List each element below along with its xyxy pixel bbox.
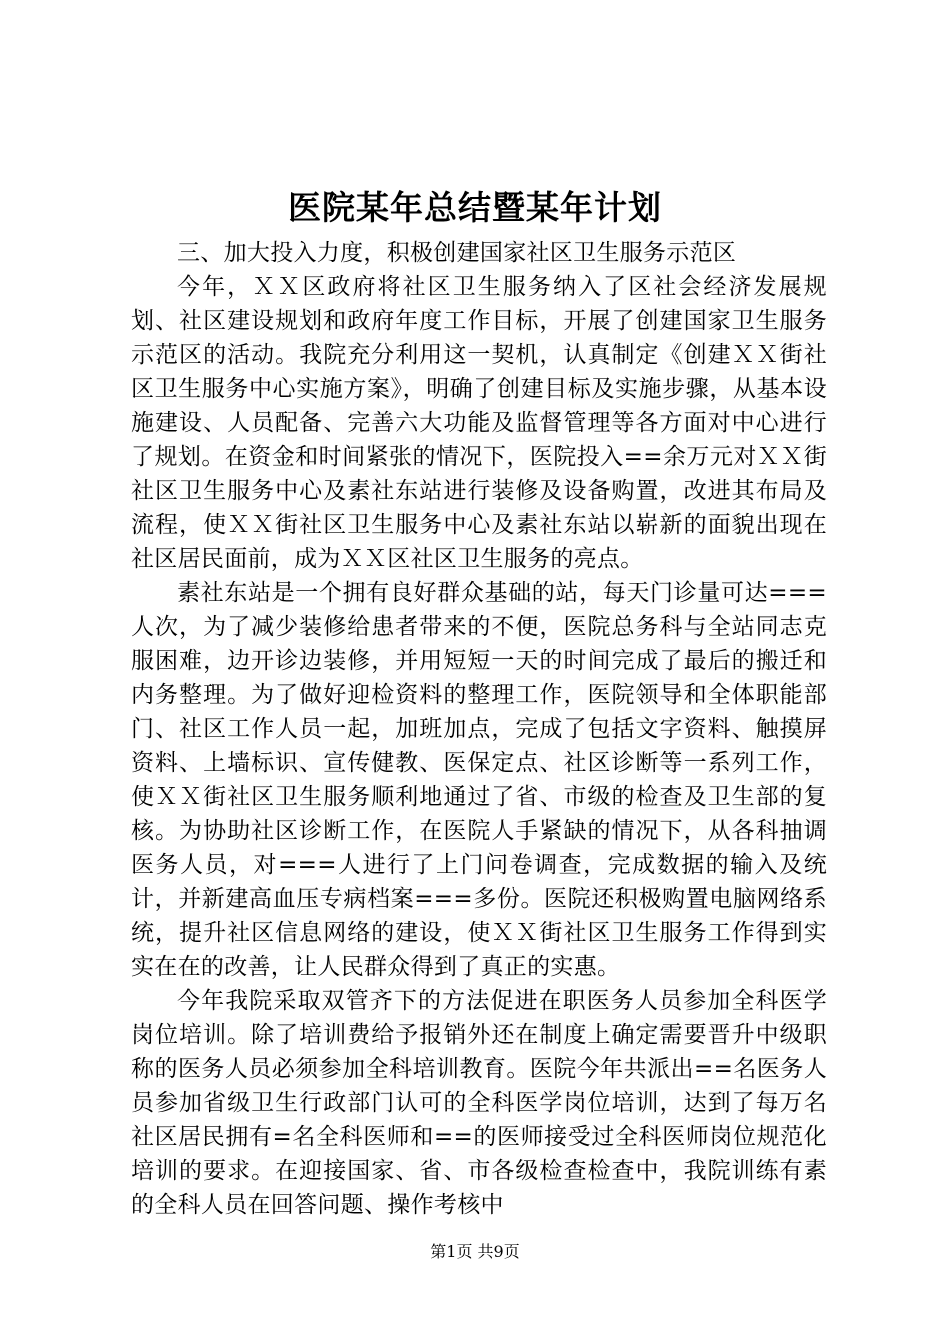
paragraph: 素社东站是一个拥有良好群众基础的站，每天门诊量可达===人次，为了减少装修给患者带来的不便，医院总务科与全站同志克服困难，边开诊边装修，并用短短一天的时间完成了最后的搬迁和内务整理。为了做好迎检资料的整理工作，医院领导和全体职能部门、社区工作人员一起，加班加点，完成了包括文字资料、触摸屏资料、上墙标识、宣传健教、医保定点、社区诊断等一系列工作，使ＸＸ街社区卫生服务顺利地通过了省、市级的检查及卫生部的复核。为协助社区诊断工作，在医院人手紧缺的情况下，从各科抽调医务人员，对===人进行了上门问卷调查，完成数据的输入及统计，并新建高血压专病档案===多份。医院还积极购置电脑网络系统，提升社区信息网络的建设，使ＸＸ街社区卫生服务工作得到实实在在的改善，让人民群众得到了真正的实惠。 <box>131 580 827 980</box>
page-number-footer: 第1页 共9页 <box>430 1242 520 1261</box>
section-heading: 三、加大投入力度，积极创建国家社区卫生服务示范区 <box>177 240 737 266</box>
document-title: 医院某年总结暨某年计划 <box>288 188 662 227</box>
paragraph: 今年，ＸＸ区政府将社区卫生服务纳入了区社会经济发展规划、社区建设规划和政府年度工作目标，开展了创建国家卫生服务示范区的活动。我院充分利用这一契机，认真制定《创建ＸＸ街社区卫生服务中心实施方案》，明确了创建目标及实施步骤，从基本设施建设、人员配备、完善六大功能及监督管理等各方面对中心进行了规划。在资金和时间紧张的情况下，医院投入==余万元对ＸＸ街社区卫生服务中心及素社东站进行装修及设备购置，改进其布局及流程，使ＸＸ街社区卫生服务中心及素社东站以崭新的面貌出现在社区居民面前，成为ＸＸ区社区卫生服务的亮点。 <box>131 274 827 572</box>
paragraph: 今年我院采取双管齐下的方法促进在职医务人员参加全科医学岗位培训。除了培训费给予报销外还在制度上确定需要晋升中级职称的医务人员必须参加全科培训教育。医院今年共派出==名医务人员参加省级卫生行政部门认可的全科医学岗位培训，达到了每万名社区居民拥有=名全科医师和==的医师接受过全科医师岗位规范化培训的要求。在迎接国家、省、市各级检查检查中，我院训练有素的全科人员在回答问题、操作考核中 <box>131 988 827 1218</box>
document-body <box>131 236 827 1222</box>
